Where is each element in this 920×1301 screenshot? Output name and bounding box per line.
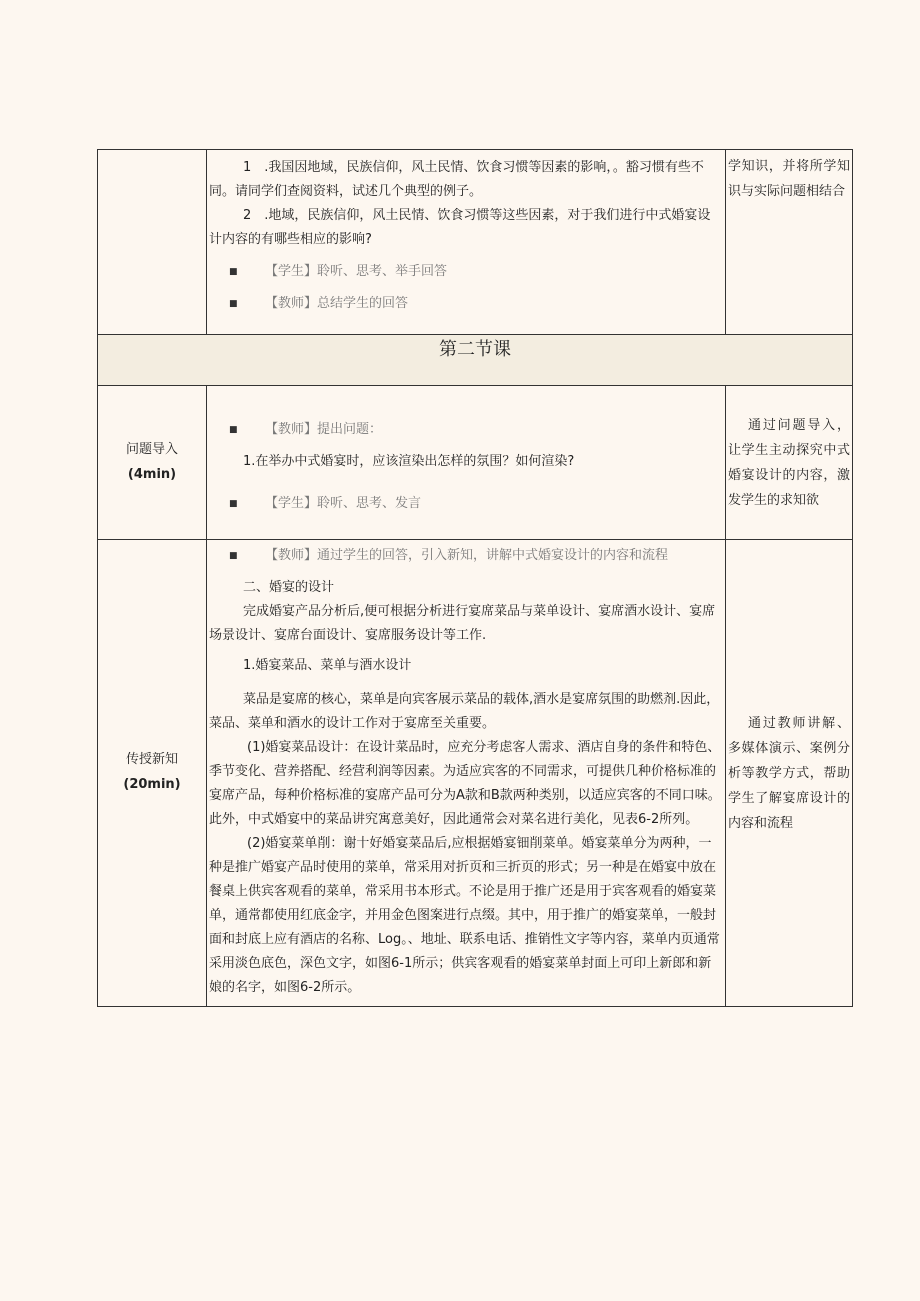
section-row xyxy=(98,335,853,386)
stage-name: 传授新知 xyxy=(125,752,178,767)
intent-text: 通过问题导入，让学生主动探究中式婚宴设计的内容，激发学生的求知欲 xyxy=(728,417,850,508)
question-text: 1 .我国因地域，民族信仰，风土民情、饮食习惯等因素的影响，。豁习惯有些不同。请同学们查阅资料，试述几个典型的例子。 xyxy=(209,160,704,199)
bullet-square-icon: ■ xyxy=(229,425,238,435)
table-row xyxy=(98,386,853,540)
bullet-text: 【学生】聆听、思考、举手回答 xyxy=(265,264,448,279)
intent-text: 学知识，并将所学知识与实际问题相结合 xyxy=(728,159,850,199)
question-text: 2 .地域，民族信仰，风土民情、饮食习惯等这些因素，对于我们进行中式婚宴设计内容的有哪些相应的影响? xyxy=(209,208,711,247)
sub-heading: 1.婚宴菜品、菜单与酒水设计 xyxy=(243,658,412,673)
list-item xyxy=(209,418,723,442)
section-title: 第二节课 xyxy=(98,335,853,386)
bullet-square-icon: ■ xyxy=(229,267,238,277)
stage-time: (4min) xyxy=(127,466,177,482)
activity-cell xyxy=(207,386,726,540)
list-item xyxy=(209,492,723,516)
stage-name: 问题导入 xyxy=(125,441,178,457)
bullet-square-icon: ■ xyxy=(229,299,238,309)
stage-time: (20min) xyxy=(123,777,181,792)
intent-cell xyxy=(726,540,853,1007)
lesson-plan-table xyxy=(97,149,853,1007)
intent-cell xyxy=(726,150,853,335)
bullet-text: 【教师】通过学生的回答，引入新知，讲解中式婚宴设计的内容和流程 xyxy=(265,548,669,563)
paragraph: (1)婚宴菜品设计：在设计菜品时，应充分考虑客人需求、酒店自身的条件和特色、季节变化、营养搭配、经营利润等因素。为适应宾客的不同需求，可提供几种价格标准的宴席产品，每种价格标准的宴席产品可分为A款和B款两种类别，以适应宾客的不同口味。此外，中式婚宴中的菜品讲究寓意美好，因此通常会对菜名进行美化，见表6-2所列。 xyxy=(209,740,721,827)
stage-cell xyxy=(98,540,207,1007)
section-heading: 二、婚宴的设计 xyxy=(243,580,335,595)
table-row xyxy=(98,150,853,335)
intent-text: 通过教师讲解、多媒体演示、案例分析等教学方式，帮助学生了解宴席设计的内容和流程 xyxy=(728,715,850,831)
bullet-square-icon: ■ xyxy=(229,499,238,509)
bullet-text: 【学生】聆听、思考、发言 xyxy=(265,496,422,511)
stage-cell xyxy=(98,386,207,540)
bullet-text: 【教师】总结学生的回答 xyxy=(265,296,409,311)
paragraph: 菜品是宴席的核心，菜单是向宾客展示菜品的载体,酒水是宴席氛围的助燃剂.因此，菜品、菜单和酒水的设计工作对于宴席至关重要。 xyxy=(209,692,720,731)
list-item xyxy=(209,544,723,568)
activity-cell xyxy=(207,540,726,1007)
paragraph: (2)婚宴菜单削：谢十好婚宴菜品后,应根据婚宴钿削菜单。婚宴菜单分为两种，一种是推广婚宴产品时使用的菜单，常采用对折页和三折页的形式；另一种是在婚宴中放在餐桌上供宾客观看的菜单，常采用书本形式。不论是用于推广还是用于宾客观看的婚宴菜单，通常都使用红底金字，并用金色图案进行点缀。其中，用于推广的婚宴菜单，一般封面和封底上应有酒店的名称、Log。、地址、联系电话、推销性文字等内容，菜单内页通常采用淡色底色，深色文字，如图6-1所示；供宾客观看的婚宴菜单封面上可印上新郎和新娘的名字，如图6-2所示。 xyxy=(209,836,720,995)
bullet-square-icon: ■ xyxy=(229,551,238,561)
list-item xyxy=(209,292,723,316)
bullet-text: 【教师】提出问题： xyxy=(265,422,383,437)
stage-cell-empty xyxy=(98,150,207,335)
list-item xyxy=(209,260,723,284)
question-text: 1.在举办中式婚宴时，应该渲染出怎样的氛围？如何渲染? xyxy=(243,454,575,469)
paragraph: 完成婚宴产品分析后,便可根据分析进行宴席菜品与菜单设计、宴席酒水设计、宴席场景设计、宴席台面设计、宴席服务设计等工作. xyxy=(209,604,716,643)
activity-cell xyxy=(207,150,726,335)
intent-cell xyxy=(726,386,853,540)
table-row xyxy=(98,540,853,1007)
